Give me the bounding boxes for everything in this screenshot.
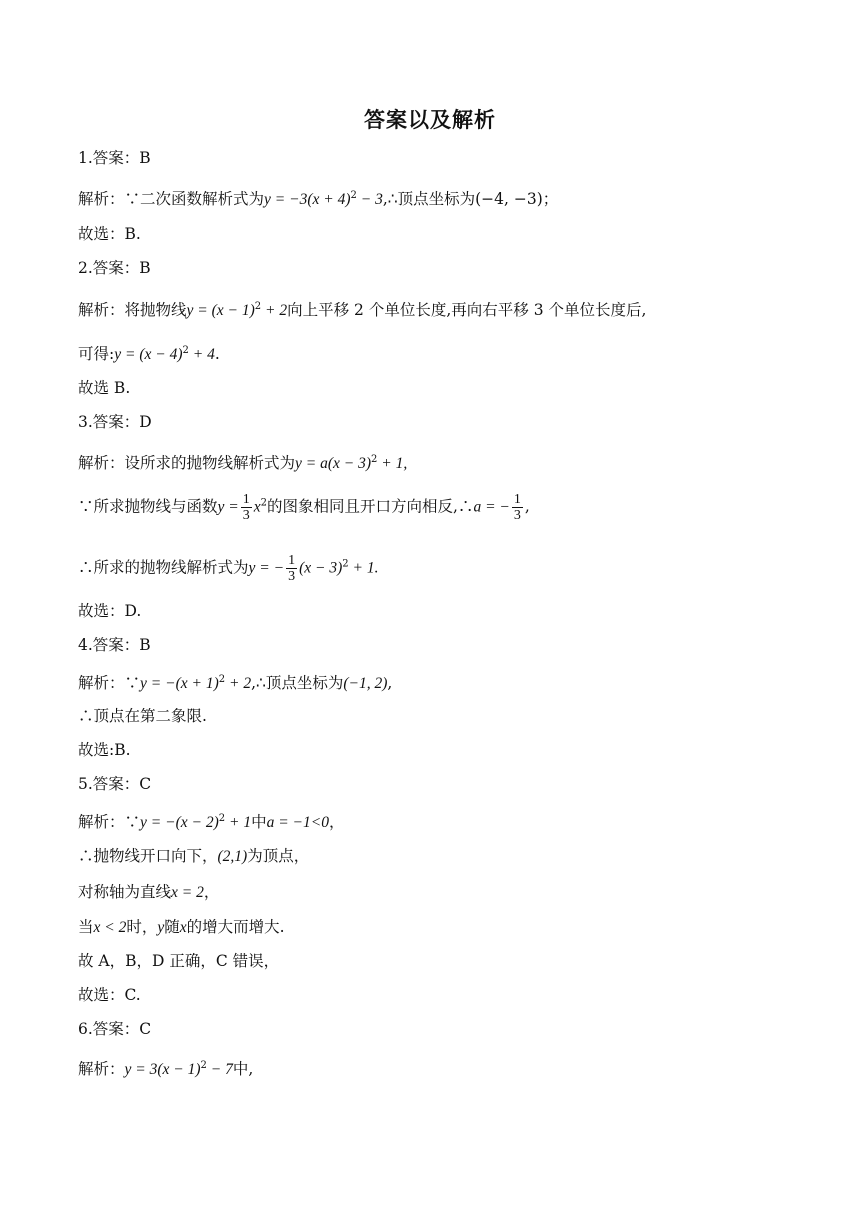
q4-explanation: 解析：∵y = $-(x + 1)^2$ + 2,∴顶点坐标为(−1, 2), [78, 674, 393, 693]
q5-opening: ∴抛物线开口向下，(2,1)为顶点， [78, 847, 310, 865]
q4-answer: 4.答案：B [78, 636, 151, 654]
q5-judgement: 故 A，B，D 正确，C 错误， [78, 952, 280, 970]
fraction-one-third: $\frac{1}{3}$ [242, 492, 250, 523]
page-title: 答案以及解析 [364, 107, 496, 132]
q3-explanation: 解析：设所求的抛物线解析式为$y = a(x - 3)^2 + 1$, [78, 454, 408, 473]
q3-condition: ∵所求抛物线与函数y = $\frac{1}{3}$ $x^2$的图象相同且开口方向相反,∴a = − $\frac{1}{3}$ , [78, 492, 530, 523]
q5-axis: 对称轴为直线x = 2， [78, 883, 220, 901]
fraction-one-third: $\frac{1}{3}$ [288, 553, 296, 584]
q2-answer: 2.答案：B [78, 259, 151, 277]
q4-quadrant: ∴顶点在第二象限. [78, 707, 207, 725]
q3-choice: 故选：D. [78, 602, 142, 620]
q6-answer: 6.答案：C [78, 1020, 152, 1038]
q5-monotonic: 当x < 2时，y随x的增大而增大. [78, 918, 285, 936]
q2-result: 可得:y = $(x - 4)^2 + 4$. [78, 345, 220, 364]
q5-choice: 故选：C. [78, 986, 141, 1004]
q1-choice: 故选：B. [78, 225, 141, 243]
q1-explanation: 解析：∵二次函数解析式为$y = -3(x + 4)^2$ − 3,∴顶点坐标为(−4, −3)； [78, 190, 559, 209]
q6-explanation: 解析：$y = 3(x - 1)^2 - 7$中, [78, 1060, 254, 1079]
q2-explanation: 解析：将抛物线$y = (x - 1)^2 + 2$向上平移 2 个单位长度,再向右平移 3 个单位长度后, [78, 301, 647, 320]
q2-choice: 故选 B. [78, 379, 131, 397]
q3-answer: 3.答案：D [78, 413, 152, 431]
q3-result: ∴所求的抛物线解析式为y = − $\frac{1}{3}$ $(x - 3)^2 + 1$. [78, 553, 379, 584]
q5-answer: 5.答案：C [78, 775, 152, 793]
q5-explanation: 解析：∵y = $-(x - 2)^2 + 1$中a = −1<0， [78, 813, 345, 832]
q1-answer: 1.答案：B [78, 149, 151, 167]
q4-choice: 故选:B. [78, 741, 131, 759]
fraction-one-third: $\frac{1}{3}$ [513, 492, 521, 523]
